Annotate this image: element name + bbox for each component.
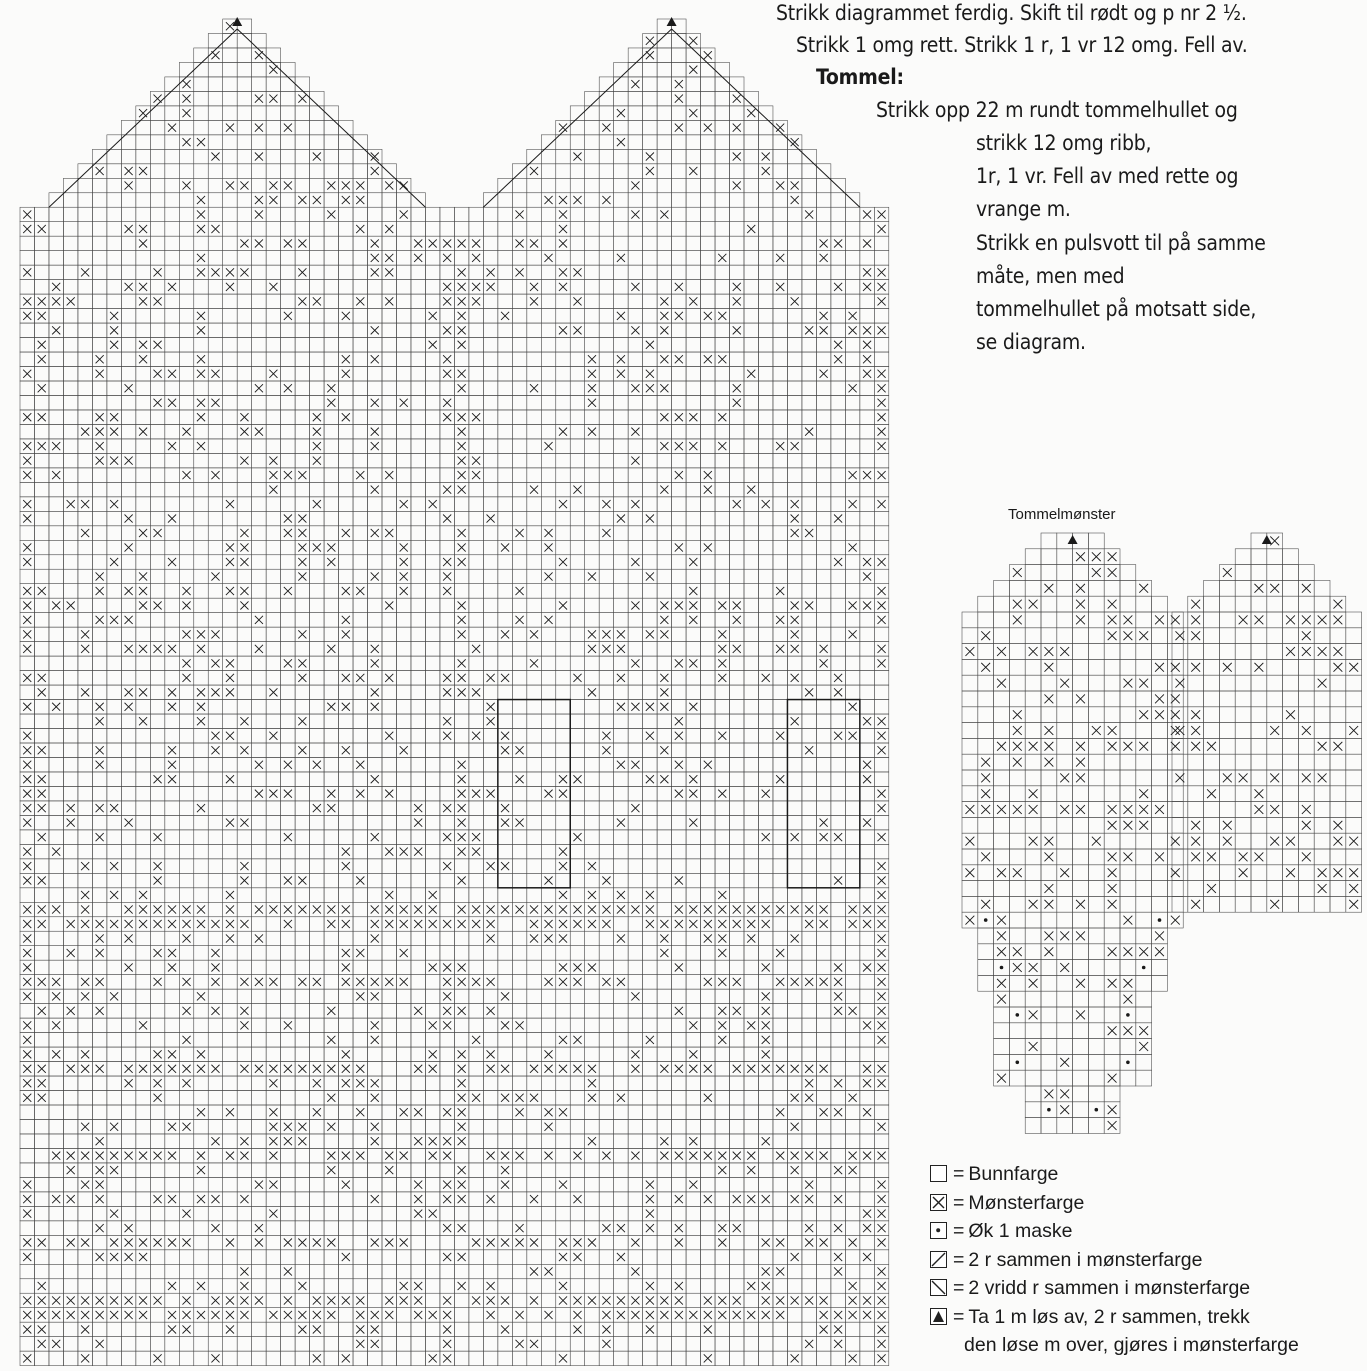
legend-label: Bunnfarge — [968, 1163, 1059, 1185]
slash-icon — [930, 1251, 947, 1268]
legend-item-increase: = Øk 1 maske — [930, 1217, 1360, 1246]
instruction-line: 1r, 1 vr. Fell av med rette og — [976, 164, 1239, 188]
legend-label-continuation: den løse m over, gjøres i mønsterfarge — [964, 1334, 1299, 1356]
thumb-chart-grid — [962, 533, 1362, 1133]
empty-square-icon — [930, 1165, 947, 1182]
instruction-line: Strikk 1 omg rett. Strikk 1 r, 1 vr 12 omg. Fell av. — [796, 33, 1248, 57]
legend-item-k2tog: = 2 r sammen i mønsterfarge — [930, 1246, 1360, 1275]
legend-item-ssk: = 2 vridd r sammen i mønsterfarge — [930, 1274, 1360, 1303]
legend-label: Mønsterfarge — [968, 1191, 1085, 1214]
legend-item-double-decrease: = Ta 1 m løs av, 2 r sammen, trekk — [930, 1303, 1360, 1332]
instruction-line: strikk 12 omg ribb, — [976, 131, 1152, 155]
instruction-line: Strikk opp 22 m rundt tommelhullet og — [876, 98, 1238, 122]
legend-label: Ta 1 m løs av, 2 r sammen, trekk — [968, 1305, 1250, 1328]
legend — [930, 1160, 1360, 1360]
instruction-line: Strikk diagrammet ferdig. Skift til rødt og p nr 2 ½. — [776, 1, 1247, 25]
thumb-heading: Tommel: — [816, 65, 904, 89]
triangle-icon — [930, 1308, 947, 1325]
legend-label: 2 vridd r sammen i mønsterfarge — [968, 1277, 1251, 1299]
legend-label: 2 r sammen i mønsterfarge — [968, 1248, 1203, 1271]
thumb-chart-title: Tommelmønster — [1008, 506, 1116, 523]
backslash-icon — [930, 1279, 947, 1296]
instruction-line: måte, men med — [976, 264, 1125, 288]
instruction-line: se diagram. — [976, 330, 1086, 354]
instruction-line: Strikk en pulsvott til på samme — [976, 231, 1266, 255]
dot-icon — [930, 1222, 947, 1239]
cross-icon — [930, 1194, 947, 1211]
legend-label: Øk 1 maske — [968, 1220, 1073, 1242]
instruction-line: vrange m. — [976, 197, 1071, 221]
main-chart-grid — [20, 17, 889, 1366]
legend-item-pattern: = Mønsterfarge — [930, 1189, 1360, 1218]
instruction-line: tommelhullet på motsatt side, — [976, 297, 1257, 321]
legend-item-background: = Bunnfarge — [930, 1160, 1360, 1189]
